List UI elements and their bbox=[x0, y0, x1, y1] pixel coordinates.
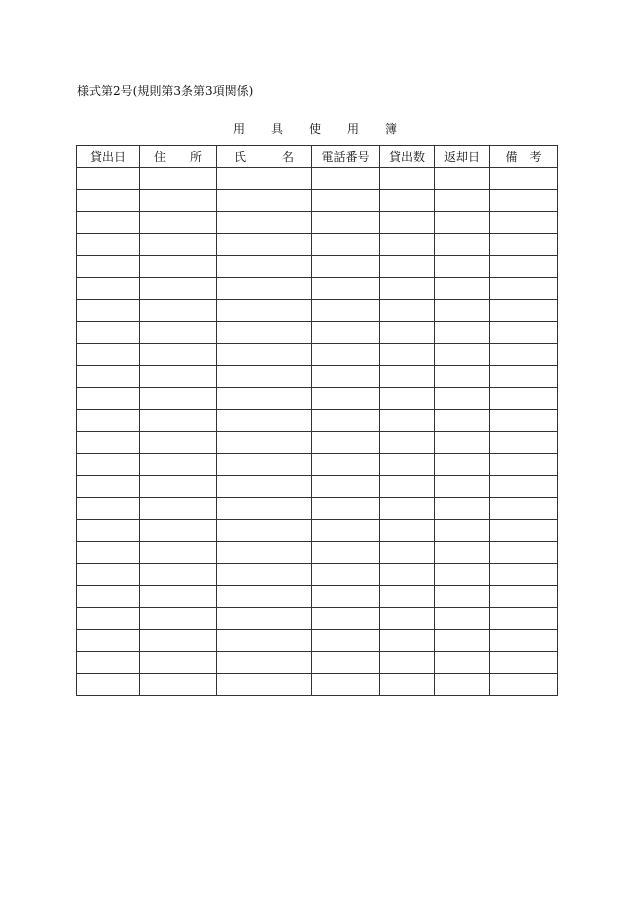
table-cell-lend-date[interactable] bbox=[77, 564, 140, 586]
table-cell-address[interactable] bbox=[140, 256, 217, 278]
table-cell-quantity[interactable] bbox=[380, 344, 435, 366]
table-cell-phone[interactable] bbox=[312, 454, 380, 476]
table-cell-remarks[interactable] bbox=[490, 234, 558, 256]
table-cell-return-date[interactable] bbox=[435, 410, 490, 432]
table-cell-remarks[interactable] bbox=[490, 520, 558, 542]
table-cell-remarks[interactable] bbox=[490, 498, 558, 520]
table-cell-name[interactable] bbox=[217, 454, 312, 476]
table-cell-name[interactable] bbox=[217, 388, 312, 410]
column-header-quantity: 貸出数 bbox=[380, 146, 435, 168]
column-header-lend-date: 貸出日 bbox=[77, 146, 140, 168]
table-cell-quantity[interactable] bbox=[380, 454, 435, 476]
table-cell-remarks[interactable] bbox=[490, 674, 558, 696]
table-cell-address[interactable] bbox=[140, 608, 217, 630]
table-row bbox=[77, 652, 558, 674]
table-cell-quantity[interactable] bbox=[380, 476, 435, 498]
table-cell-quantity[interactable] bbox=[380, 608, 435, 630]
table-cell-return-date[interactable] bbox=[435, 190, 490, 212]
table-cell-lend-date[interactable] bbox=[77, 674, 140, 696]
table-cell-quantity[interactable] bbox=[380, 564, 435, 586]
table-cell-address[interactable] bbox=[140, 542, 217, 564]
title-char: 使 bbox=[308, 122, 321, 136]
table-cell-name[interactable] bbox=[217, 190, 312, 212]
table-row bbox=[77, 168, 558, 190]
table-cell-name[interactable] bbox=[217, 344, 312, 366]
table-cell-lend-date[interactable] bbox=[77, 410, 140, 432]
table-cell-quantity[interactable] bbox=[380, 168, 435, 190]
table-cell-phone[interactable] bbox=[312, 388, 380, 410]
table-cell-lend-date[interactable] bbox=[77, 608, 140, 630]
table-cell-remarks[interactable] bbox=[490, 542, 558, 564]
table-cell-phone[interactable] bbox=[312, 652, 380, 674]
table-row bbox=[77, 608, 558, 630]
table-row bbox=[77, 586, 558, 608]
column-header-address: 住 所 bbox=[140, 146, 217, 168]
table-cell-address[interactable] bbox=[140, 168, 217, 190]
table-body bbox=[77, 168, 558, 696]
table-cell-remarks[interactable] bbox=[490, 630, 558, 652]
table-cell-quantity[interactable] bbox=[380, 256, 435, 278]
table-row bbox=[77, 520, 558, 542]
table-cell-address[interactable] bbox=[140, 322, 217, 344]
table-row bbox=[77, 542, 558, 564]
table-cell-name[interactable] bbox=[217, 366, 312, 388]
table-cell-name[interactable] bbox=[217, 564, 312, 586]
table-cell-return-date[interactable] bbox=[435, 630, 490, 652]
table-cell-name[interactable] bbox=[217, 674, 312, 696]
table-row bbox=[77, 454, 558, 476]
table-cell-return-date[interactable] bbox=[435, 168, 490, 190]
table-row bbox=[77, 256, 558, 278]
table-cell-phone[interactable] bbox=[312, 674, 380, 696]
table-cell-name[interactable] bbox=[217, 278, 312, 300]
table-cell-return-date[interactable] bbox=[435, 388, 490, 410]
column-header-name: 氏 名 bbox=[217, 146, 312, 168]
table-cell-name[interactable] bbox=[217, 630, 312, 652]
table-cell-remarks[interactable] bbox=[490, 432, 558, 454]
table-row bbox=[77, 630, 558, 652]
table-cell-remarks[interactable] bbox=[490, 256, 558, 278]
table-cell-name[interactable] bbox=[217, 498, 312, 520]
table-cell-quantity[interactable] bbox=[380, 234, 435, 256]
table-cell-lend-date[interactable] bbox=[77, 344, 140, 366]
table-cell-address[interactable] bbox=[140, 454, 217, 476]
table-cell-address[interactable] bbox=[140, 278, 217, 300]
table-cell-phone[interactable] bbox=[312, 476, 380, 498]
title-char: 用 bbox=[232, 122, 245, 136]
table-cell-phone[interactable] bbox=[312, 234, 380, 256]
table-cell-address[interactable] bbox=[140, 388, 217, 410]
table-cell-lend-date[interactable] bbox=[77, 366, 140, 388]
table-row bbox=[77, 212, 558, 234]
table-cell-remarks[interactable] bbox=[490, 300, 558, 322]
table-cell-phone[interactable] bbox=[312, 256, 380, 278]
table-cell-return-date[interactable] bbox=[435, 608, 490, 630]
table-row bbox=[77, 234, 558, 256]
table-cell-name[interactable] bbox=[217, 652, 312, 674]
table-cell-remarks[interactable] bbox=[490, 652, 558, 674]
table-cell-quantity[interactable] bbox=[380, 542, 435, 564]
table-cell-phone[interactable] bbox=[312, 586, 380, 608]
table-cell-quantity[interactable] bbox=[380, 432, 435, 454]
table-cell-address[interactable] bbox=[140, 476, 217, 498]
table-cell-remarks[interactable] bbox=[490, 586, 558, 608]
table-cell-quantity[interactable] bbox=[380, 300, 435, 322]
equipment-usage-ledger-table bbox=[76, 145, 558, 696]
table-cell-quantity[interactable] bbox=[380, 388, 435, 410]
table-cell-lend-date[interactable] bbox=[77, 476, 140, 498]
table-cell-address[interactable] bbox=[140, 586, 217, 608]
table-cell-phone[interactable] bbox=[312, 630, 380, 652]
table-cell-phone[interactable] bbox=[312, 300, 380, 322]
table-cell-phone[interactable] bbox=[312, 366, 380, 388]
table-cell-phone[interactable] bbox=[312, 344, 380, 366]
table-cell-quantity[interactable] bbox=[380, 652, 435, 674]
table-cell-return-date[interactable] bbox=[435, 366, 490, 388]
table-row bbox=[77, 278, 558, 300]
table-cell-return-date[interactable] bbox=[435, 322, 490, 344]
table-cell-return-date[interactable] bbox=[435, 498, 490, 520]
table-cell-remarks[interactable] bbox=[490, 608, 558, 630]
table-cell-address[interactable] bbox=[140, 652, 217, 674]
table-cell-lend-date[interactable] bbox=[77, 498, 140, 520]
column-header-remarks: 備 考 bbox=[490, 146, 558, 168]
table-cell-name[interactable] bbox=[217, 234, 312, 256]
table-cell-return-date[interactable] bbox=[435, 432, 490, 454]
table-cell-remarks[interactable] bbox=[490, 454, 558, 476]
table-cell-phone[interactable] bbox=[312, 432, 380, 454]
table-row bbox=[77, 432, 558, 454]
table-cell-lend-date[interactable] bbox=[77, 432, 140, 454]
table-cell-return-date[interactable] bbox=[435, 300, 490, 322]
table-cell-quantity[interactable] bbox=[380, 630, 435, 652]
title-char: 簿 bbox=[385, 122, 398, 136]
table-cell-name[interactable] bbox=[217, 212, 312, 234]
table-cell-address[interactable] bbox=[140, 520, 217, 542]
table-cell-name[interactable] bbox=[217, 542, 312, 564]
table-cell-remarks[interactable] bbox=[490, 388, 558, 410]
table-row bbox=[77, 498, 558, 520]
table-cell-remarks[interactable] bbox=[490, 190, 558, 212]
table-cell-remarks[interactable] bbox=[490, 212, 558, 234]
table-cell-remarks[interactable] bbox=[490, 168, 558, 190]
table-cell-quantity[interactable] bbox=[380, 410, 435, 432]
table-cell-address[interactable] bbox=[140, 498, 217, 520]
table-cell-return-date[interactable] bbox=[435, 542, 490, 564]
table-cell-return-date[interactable] bbox=[435, 278, 490, 300]
table-cell-name[interactable] bbox=[217, 256, 312, 278]
table-cell-return-date[interactable] bbox=[435, 454, 490, 476]
table-cell-address[interactable] bbox=[140, 190, 217, 212]
table-cell-phone[interactable] bbox=[312, 278, 380, 300]
table-cell-quantity[interactable] bbox=[380, 586, 435, 608]
header-row bbox=[77, 146, 558, 168]
table-cell-address[interactable] bbox=[140, 410, 217, 432]
table-cell-name[interactable] bbox=[217, 168, 312, 190]
table-cell-remarks[interactable] bbox=[490, 344, 558, 366]
table-cell-return-date[interactable] bbox=[435, 476, 490, 498]
table-cell-name[interactable] bbox=[217, 608, 312, 630]
table-cell-quantity[interactable] bbox=[380, 498, 435, 520]
table-cell-quantity[interactable] bbox=[380, 322, 435, 344]
table-cell-address[interactable] bbox=[140, 674, 217, 696]
table-cell-name[interactable] bbox=[217, 432, 312, 454]
table-row bbox=[77, 366, 558, 388]
table-cell-return-date[interactable] bbox=[435, 674, 490, 696]
table-cell-lend-date[interactable] bbox=[77, 212, 140, 234]
table-cell-address[interactable] bbox=[140, 630, 217, 652]
table-cell-return-date[interactable] bbox=[435, 586, 490, 608]
table-cell-address[interactable] bbox=[140, 300, 217, 322]
title-char: 用 bbox=[347, 122, 360, 136]
table-cell-name[interactable] bbox=[217, 476, 312, 498]
table-cell-quantity[interactable] bbox=[380, 366, 435, 388]
table-row bbox=[77, 476, 558, 498]
table-cell-remarks[interactable] bbox=[490, 366, 558, 388]
table-cell-return-date[interactable] bbox=[435, 652, 490, 674]
form-number-label: 様式第2号(規則第3条第3項関係) bbox=[77, 84, 254, 98]
table-cell-quantity[interactable] bbox=[380, 190, 435, 212]
table-cell-lend-date[interactable] bbox=[77, 542, 140, 564]
table-cell-lend-date[interactable] bbox=[77, 278, 140, 300]
table-cell-return-date[interactable] bbox=[435, 344, 490, 366]
table-cell-return-date[interactable] bbox=[435, 256, 490, 278]
table-cell-name[interactable] bbox=[217, 586, 312, 608]
title-char: 具 bbox=[270, 122, 283, 136]
table-cell-lend-date[interactable] bbox=[77, 454, 140, 476]
document-title bbox=[0, 122, 630, 136]
table-cell-return-date[interactable] bbox=[435, 212, 490, 234]
table-cell-remarks[interactable] bbox=[490, 322, 558, 344]
table-cell-address[interactable] bbox=[140, 234, 217, 256]
table-cell-address[interactable] bbox=[140, 366, 217, 388]
table-cell-lend-date[interactable] bbox=[77, 168, 140, 190]
table-row bbox=[77, 300, 558, 322]
table-cell-address[interactable] bbox=[140, 564, 217, 586]
table-cell-name[interactable] bbox=[217, 300, 312, 322]
table-cell-lend-date[interactable] bbox=[77, 322, 140, 344]
table-cell-phone[interactable] bbox=[312, 608, 380, 630]
column-header-phone: 電話番号 bbox=[312, 146, 380, 168]
table-cell-lend-date[interactable] bbox=[77, 652, 140, 674]
table-cell-lend-date[interactable] bbox=[77, 256, 140, 278]
table-cell-phone[interactable] bbox=[312, 564, 380, 586]
table-cell-lend-date[interactable] bbox=[77, 630, 140, 652]
table-cell-address[interactable] bbox=[140, 212, 217, 234]
table-cell-quantity[interactable] bbox=[380, 674, 435, 696]
table-row bbox=[77, 388, 558, 410]
table-cell-return-date[interactable] bbox=[435, 520, 490, 542]
table-cell-quantity[interactable] bbox=[380, 212, 435, 234]
table-cell-phone[interactable] bbox=[312, 520, 380, 542]
table-cell-remarks[interactable] bbox=[490, 278, 558, 300]
table-cell-name[interactable] bbox=[217, 520, 312, 542]
table-cell-lend-date[interactable] bbox=[77, 190, 140, 212]
table-cell-address[interactable] bbox=[140, 432, 217, 454]
table-cell-phone[interactable] bbox=[312, 190, 380, 212]
table-cell-phone[interactable] bbox=[312, 322, 380, 344]
table-cell-phone[interactable] bbox=[312, 542, 380, 564]
table-cell-quantity[interactable] bbox=[380, 278, 435, 300]
table-cell-phone[interactable] bbox=[312, 168, 380, 190]
table-cell-remarks[interactable] bbox=[490, 410, 558, 432]
table-cell-lend-date[interactable] bbox=[77, 300, 140, 322]
table-cell-quantity[interactable] bbox=[380, 520, 435, 542]
column-header-return-date: 返却日 bbox=[435, 146, 490, 168]
table-cell-phone[interactable] bbox=[312, 410, 380, 432]
table-cell-return-date[interactable] bbox=[435, 564, 490, 586]
table-cell-phone[interactable] bbox=[312, 498, 380, 520]
table-cell-name[interactable] bbox=[217, 410, 312, 432]
table-cell-phone[interactable] bbox=[312, 212, 380, 234]
table-cell-name[interactable] bbox=[217, 322, 312, 344]
table-cell-lend-date[interactable] bbox=[77, 388, 140, 410]
table-cell-lend-date[interactable] bbox=[77, 586, 140, 608]
table-cell-address[interactable] bbox=[140, 344, 217, 366]
table-cell-lend-date[interactable] bbox=[77, 234, 140, 256]
table-cell-remarks[interactable] bbox=[490, 476, 558, 498]
table-cell-return-date[interactable] bbox=[435, 234, 490, 256]
table-row bbox=[77, 674, 558, 696]
table-cell-lend-date[interactable] bbox=[77, 520, 140, 542]
table-row bbox=[77, 322, 558, 344]
table-cell-remarks[interactable] bbox=[490, 564, 558, 586]
table-row bbox=[77, 410, 558, 432]
table-row bbox=[77, 564, 558, 586]
table-row bbox=[77, 190, 558, 212]
table-row bbox=[77, 344, 558, 366]
